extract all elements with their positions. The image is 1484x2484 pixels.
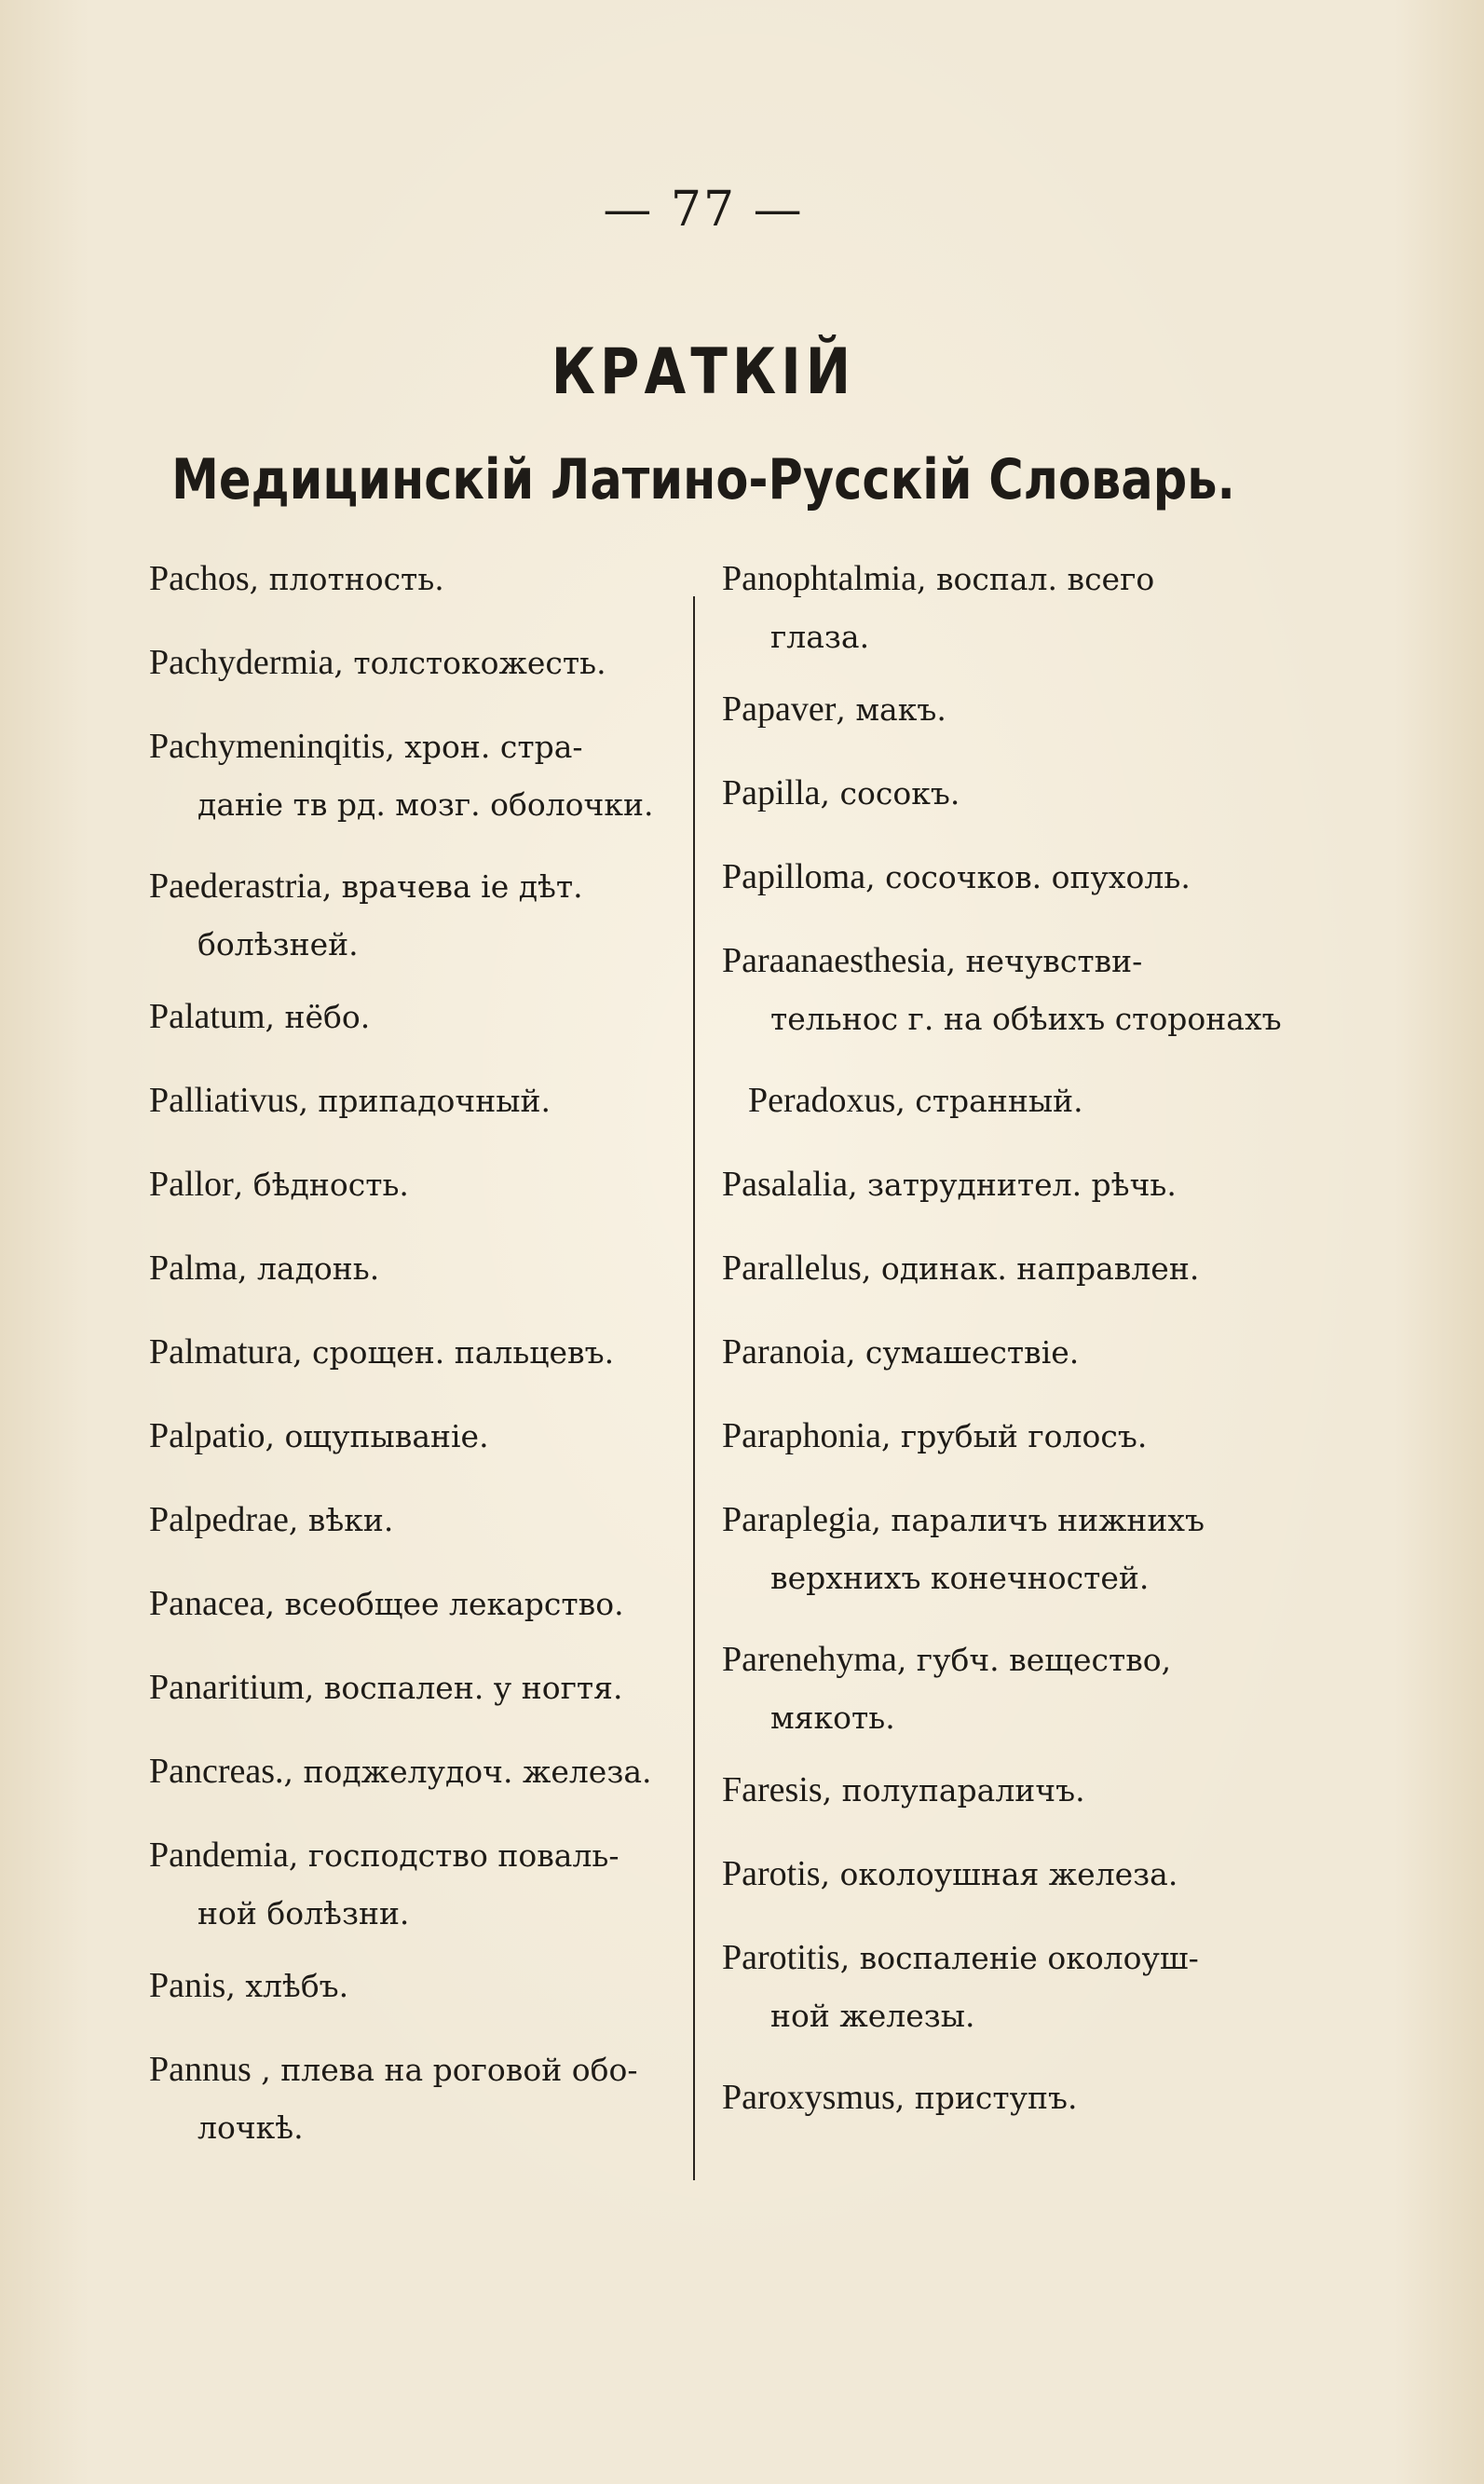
entry-definition: , ощупываніе.	[265, 1418, 489, 1454]
entry-definition: , воспаленіе околоуш-	[839, 1940, 1199, 1976]
entry-headword: Parotitis	[722, 1938, 840, 1977]
entry-headword: Parenehyma	[722, 1640, 897, 1679]
entry-headword: Palatum	[149, 997, 265, 1036]
dictionary-entry	[149, 1742, 675, 1801]
entry-headword: Paraplegia	[722, 1500, 872, 1539]
dictionary-entry	[722, 764, 1258, 823]
dictionary-entry	[149, 857, 675, 974]
entry-definition: , хлѣбъ.	[225, 1968, 349, 2004]
dictionary-entry	[722, 1631, 1258, 1747]
entry-definition: , толстокожесть.	[334, 645, 606, 681]
dictionary-entry	[149, 550, 675, 608]
dictionary-entry	[722, 848, 1258, 907]
entry-headword: Parallelus	[722, 1249, 862, 1288]
entry-definition: , макъ.	[836, 691, 946, 728]
dictionary-entry	[149, 634, 675, 692]
entry-headword: Paederastria	[149, 867, 322, 906]
dictionary-entry	[149, 1826, 675, 1943]
entry-definition: , ладонь.	[237, 1250, 380, 1287]
entry-definition: , приступъ.	[894, 2080, 1078, 2116]
entry-definition: , нечувстви-	[946, 943, 1143, 979]
entry-definition: , бѣдность.	[233, 1167, 409, 1203]
dictionary-entry	[149, 717, 675, 834]
dictionary-entry	[722, 932, 1282, 1048]
entry-headword: Palmatura	[149, 1332, 293, 1372]
entry-headword: Panacea	[149, 1584, 265, 1623]
entry-headword: Palpatio	[149, 1416, 265, 1455]
entry-definition: , губч. вещество,	[896, 1642, 1172, 1678]
page-title: КРАТКІЙ	[551, 335, 856, 409]
entry-definition: , плотность.	[249, 561, 444, 597]
entry-definition: , сосочков. опухоль.	[865, 859, 1191, 895]
entry-definition: , нёбо.	[265, 999, 371, 1035]
entry-headword: Palma	[149, 1249, 238, 1288]
entry-headword: Papaver	[722, 689, 837, 729]
dictionary-entry	[149, 1407, 675, 1466]
page-subtitle: Медицинскій Латино-Русскій Словарь.	[171, 447, 1235, 512]
dictionary-entry	[149, 1323, 675, 1382]
entry-headword: Paroxysmus	[722, 2078, 895, 2117]
dictionary-entry	[722, 680, 1258, 739]
entry-headword: Faresis	[722, 1770, 823, 1809]
entry-headword: Panis	[149, 1966, 226, 2005]
dictionary-entry	[722, 2068, 1258, 2127]
entry-definition-continued: даніе тв рд. мозг. оболочки.	[197, 786, 654, 823]
entry-definition: , хрон. стра-	[385, 729, 583, 765]
entry-headword: Papilloma	[722, 857, 866, 896]
entry-headword: Paraanaesthesia	[722, 941, 946, 980]
entry-definition: , сумашествіе.	[845, 1334, 1080, 1371]
dictionary-entry	[722, 1239, 1258, 1298]
entry-definition: , параличъ нижнихъ	[871, 1502, 1205, 1538]
entry-headword: Paranoia	[722, 1332, 846, 1372]
dictionary-entry	[149, 1575, 675, 1633]
entry-definition: , грубый голосъ.	[880, 1418, 1148, 1454]
entry-definition: , поджелудоч. железа.	[283, 1754, 652, 1790]
entry-headword: Palliativus	[149, 1081, 299, 1120]
entry-definition-continued: верхнихъ конечностей.	[770, 1560, 1150, 1596]
entry-definition-continued: лочкѣ.	[197, 2109, 304, 2146]
entry-headword: Pannus	[149, 2050, 252, 2089]
entry-definition: , воспал. всего	[916, 561, 1155, 597]
entry-headword: Pachydermia	[149, 643, 334, 682]
page-number: — 77 —	[603, 182, 804, 238]
entry-definition: , вѣки.	[288, 1502, 394, 1538]
entry-headword: Panophtalmia	[722, 559, 917, 598]
dictionary-entry	[149, 988, 675, 1046]
dictionary-entry	[722, 1155, 1258, 1214]
dictionary-entry	[722, 1929, 1258, 2045]
dictionary-entry	[149, 1658, 675, 1717]
dictionary-entry	[149, 1491, 675, 1549]
entry-definition: , околоушная железа.	[820, 1856, 1178, 1892]
entry-headword: Pancreas.	[149, 1752, 284, 1791]
dictionary-entry	[149, 1155, 675, 1214]
entry-headword: Pachymeninqitis	[149, 727, 386, 766]
entry-definition-continued: мякоть.	[770, 1699, 895, 1736]
entry-definition: , сосокъ.	[820, 775, 960, 812]
entry-definition-continued: глаза.	[770, 619, 870, 655]
entry-headword: Peradoxus	[748, 1081, 896, 1120]
entry-definition: , врачева ie дѣт.	[321, 868, 583, 905]
entry-headword: Parotis	[722, 1854, 821, 1893]
dictionary-entry	[722, 1407, 1258, 1466]
entry-definition-continued: ной болѣзни.	[197, 1895, 410, 1931]
dictionary-entry	[722, 1761, 1258, 1820]
entry-headword: Paraphonia	[722, 1416, 881, 1455]
entry-headword: Panaritium	[149, 1668, 305, 1707]
entry-headword: Papilla	[722, 773, 821, 812]
entry-definition: , всеобщее лекарство.	[265, 1586, 624, 1622]
entry-definition: , одинак. направлен.	[861, 1250, 1200, 1287]
entry-definition: , срощен. пальцевъ.	[293, 1334, 615, 1371]
dictionary-entry	[722, 1323, 1258, 1382]
dictionary-entry	[149, 2040, 675, 2157]
entry-definition-continued: болѣзней.	[197, 926, 359, 962]
entry-definition: , затруднител. рѣчь.	[848, 1167, 1177, 1203]
entry-definition: , господство поваль-	[288, 1837, 619, 1874]
entry-headword: Palpedrae	[149, 1500, 289, 1539]
dictionary-entry	[149, 1239, 675, 1298]
dictionary-entry	[722, 1845, 1258, 1904]
entry-headword: Pachos	[149, 559, 250, 598]
entry-headword: Pandemia	[149, 1836, 289, 1875]
dictionary-entry	[149, 1071, 675, 1130]
column-divider	[693, 596, 695, 2180]
dictionary-entry	[722, 550, 1258, 666]
entry-definition: , плева на роговой обо-	[251, 2052, 638, 2088]
entry-headword: Pallor	[149, 1165, 234, 1204]
entry-headword: Pasalalia	[722, 1165, 849, 1204]
dictionary-entry	[149, 1957, 675, 2015]
entry-definition: , полупараличъ.	[822, 1772, 1085, 1808]
entry-definition: , воспален. у ногтя.	[304, 1670, 623, 1706]
entry-definition: , припадочный.	[298, 1083, 551, 1119]
entry-definition-continued: тельнос г. на обѣихъ сторонахъ	[770, 1001, 1282, 1037]
dictionary-entry	[722, 1071, 1284, 1130]
entry-definition: , странный.	[895, 1083, 1083, 1119]
entry-definition-continued: ной железы.	[770, 1998, 975, 2034]
dictionary-entry	[722, 1491, 1258, 1607]
